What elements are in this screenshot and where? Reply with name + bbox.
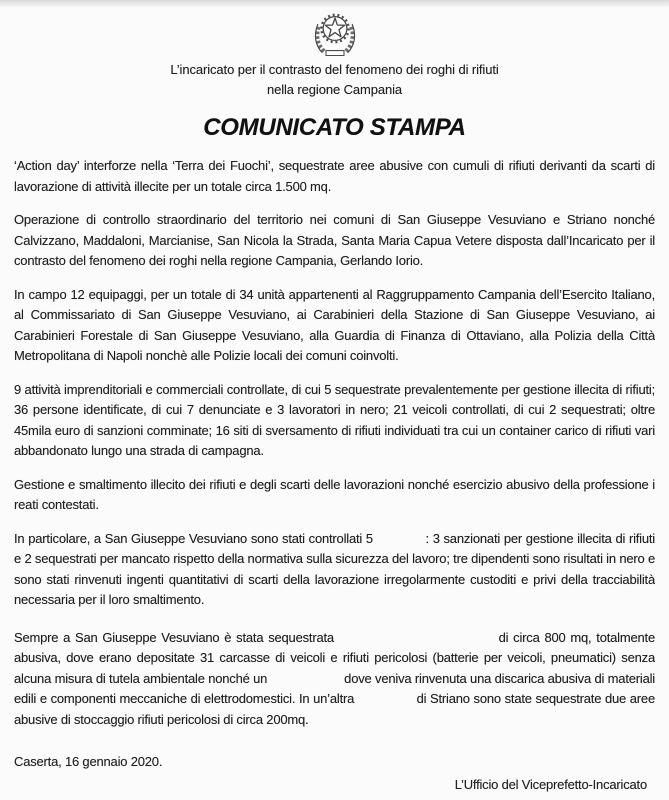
document-body [14, 156, 655, 743]
redacted-blank [358, 701, 413, 703]
redacted-blank [339, 640, 494, 642]
p7-text-1: Sempre a San Giuseppe Vesuviano è stata sequestrata [14, 629, 334, 645]
paragraph-action-day: ‘Action day’ interforze nella ‘Terra dei Fuochi’, sequestrate aree abusive con cumuli di rifiuti derivanti da scarti di lavorazione di attività illecite per un totale circa 1.500 mq. [14, 158, 655, 194]
p7-text-2: di circa 800 mq, totalmente abusiva, dove erano depositate 31 carcasse di veicoli e rifiuti pericolosi (batterie per veicoli, pneumatici) senza alcuna misura di tutela ambientale nonché un [14, 629, 655, 686]
redacted-blank [271, 681, 341, 683]
paragraph-risultati-controlli: 9 attività imprenditoriali e commerciali controllate, di cui 5 sequestrate prevalentemente per gestione illecita di rifiuti; 36 persone identificate, di cui 7 denunciate e 3 lavoratori in nero; 21 veicoli controllati, di cui 2 sequestrati; oltre 45mila euro di sanzioni comminate; 16 siti di sversamento di rifiuti individuati tra cui un container carico di rifiuti vari abbandonato lungo una strada di campagna. [14, 381, 655, 458]
paragraph-equipaggi: In campo 12 equipaggi, per un totale di 34 unità appartenenti al Raggruppamento Campania dell’Esercito Italiano, al Commissariato di San Giuseppe Vesuviano, ai Carabinieri della Stazione di San Giuseppe Vesuviano, ai Carabinieri Forestale di San Giuseppe Vesuviano, alla Guardia di Finanza di Ottaviano, alla Polizia della Città Metropolitana di Napoli nonchè alle Polizie locali dei comuni coinvolti. [14, 286, 655, 363]
issuing-authority [14, 60, 655, 99]
p6-text-before-redaction: In particolare, a San Giuseppe Vesuviano sono stati controllati 5 [14, 530, 373, 546]
paragraph-reati-contestati: Gestione e smaltimento illecito dei rifiuti e degli scarti delle lavorazioni nonché esercizio abusivo della professione i reati contestati. [14, 476, 655, 512]
authority-line-2: nella regione Campania [266, 81, 403, 97]
document-title: COMUNICATO STAMPA [203, 114, 466, 141]
paragraph-san-giuseppe-controlli [14, 529, 655, 611]
paragraph-operazione: Operazione di controllo straordinario del territorio nei comuni di San Giuseppe Vesuviano e Striano nonché Calvizzano, Maddaloni, Marcianise, San Nicola la Strada, Santa Maria Capua Vetere disposta dall’Incaricato per il contrasto del fenomeno dei roghi nella regione Campania, Gerlando Iorio. [14, 212, 655, 268]
document-footer [14, 752, 655, 795]
paragraph-sequestri-aree [14, 628, 655, 731]
p6-text-after-redaction: : 3 sanzionati per gestione illecita di rifiuti e 2 sequestrati per mancato rispetto della normativa sulla sicurezza del lavoro; tre dipendenti sono risultati in nero e sono stati rinvenuti ingenti quantitativi di scarti della lavorazione irregolarmente custoditi e privi della tracciabilità necessaria per il loro smaltimento. [14, 530, 655, 607]
authority-line-1: L’incaricato per il contrasto del fenomeno dei roghi di rifiuti [170, 62, 499, 77]
p7-text-3: dove veniva rinvenuta una discarica abusiva di materiali edili e componenti meccaniche di elettrodomestici. In un’altra [14, 670, 655, 706]
p7-text-4: di Striano sono state sequestrate due aree abusive di stoccaggio rifiuti pericolosi di circa 200mq. [14, 691, 655, 727]
italy-republic-emblem-icon [306, 6, 364, 60]
redacted-blank [377, 541, 422, 543]
dateline: Caserta, 16 gennaio 2020. [14, 754, 163, 769]
signature: L’Ufficio del Viceprefetto-Incaricato [454, 776, 647, 792]
